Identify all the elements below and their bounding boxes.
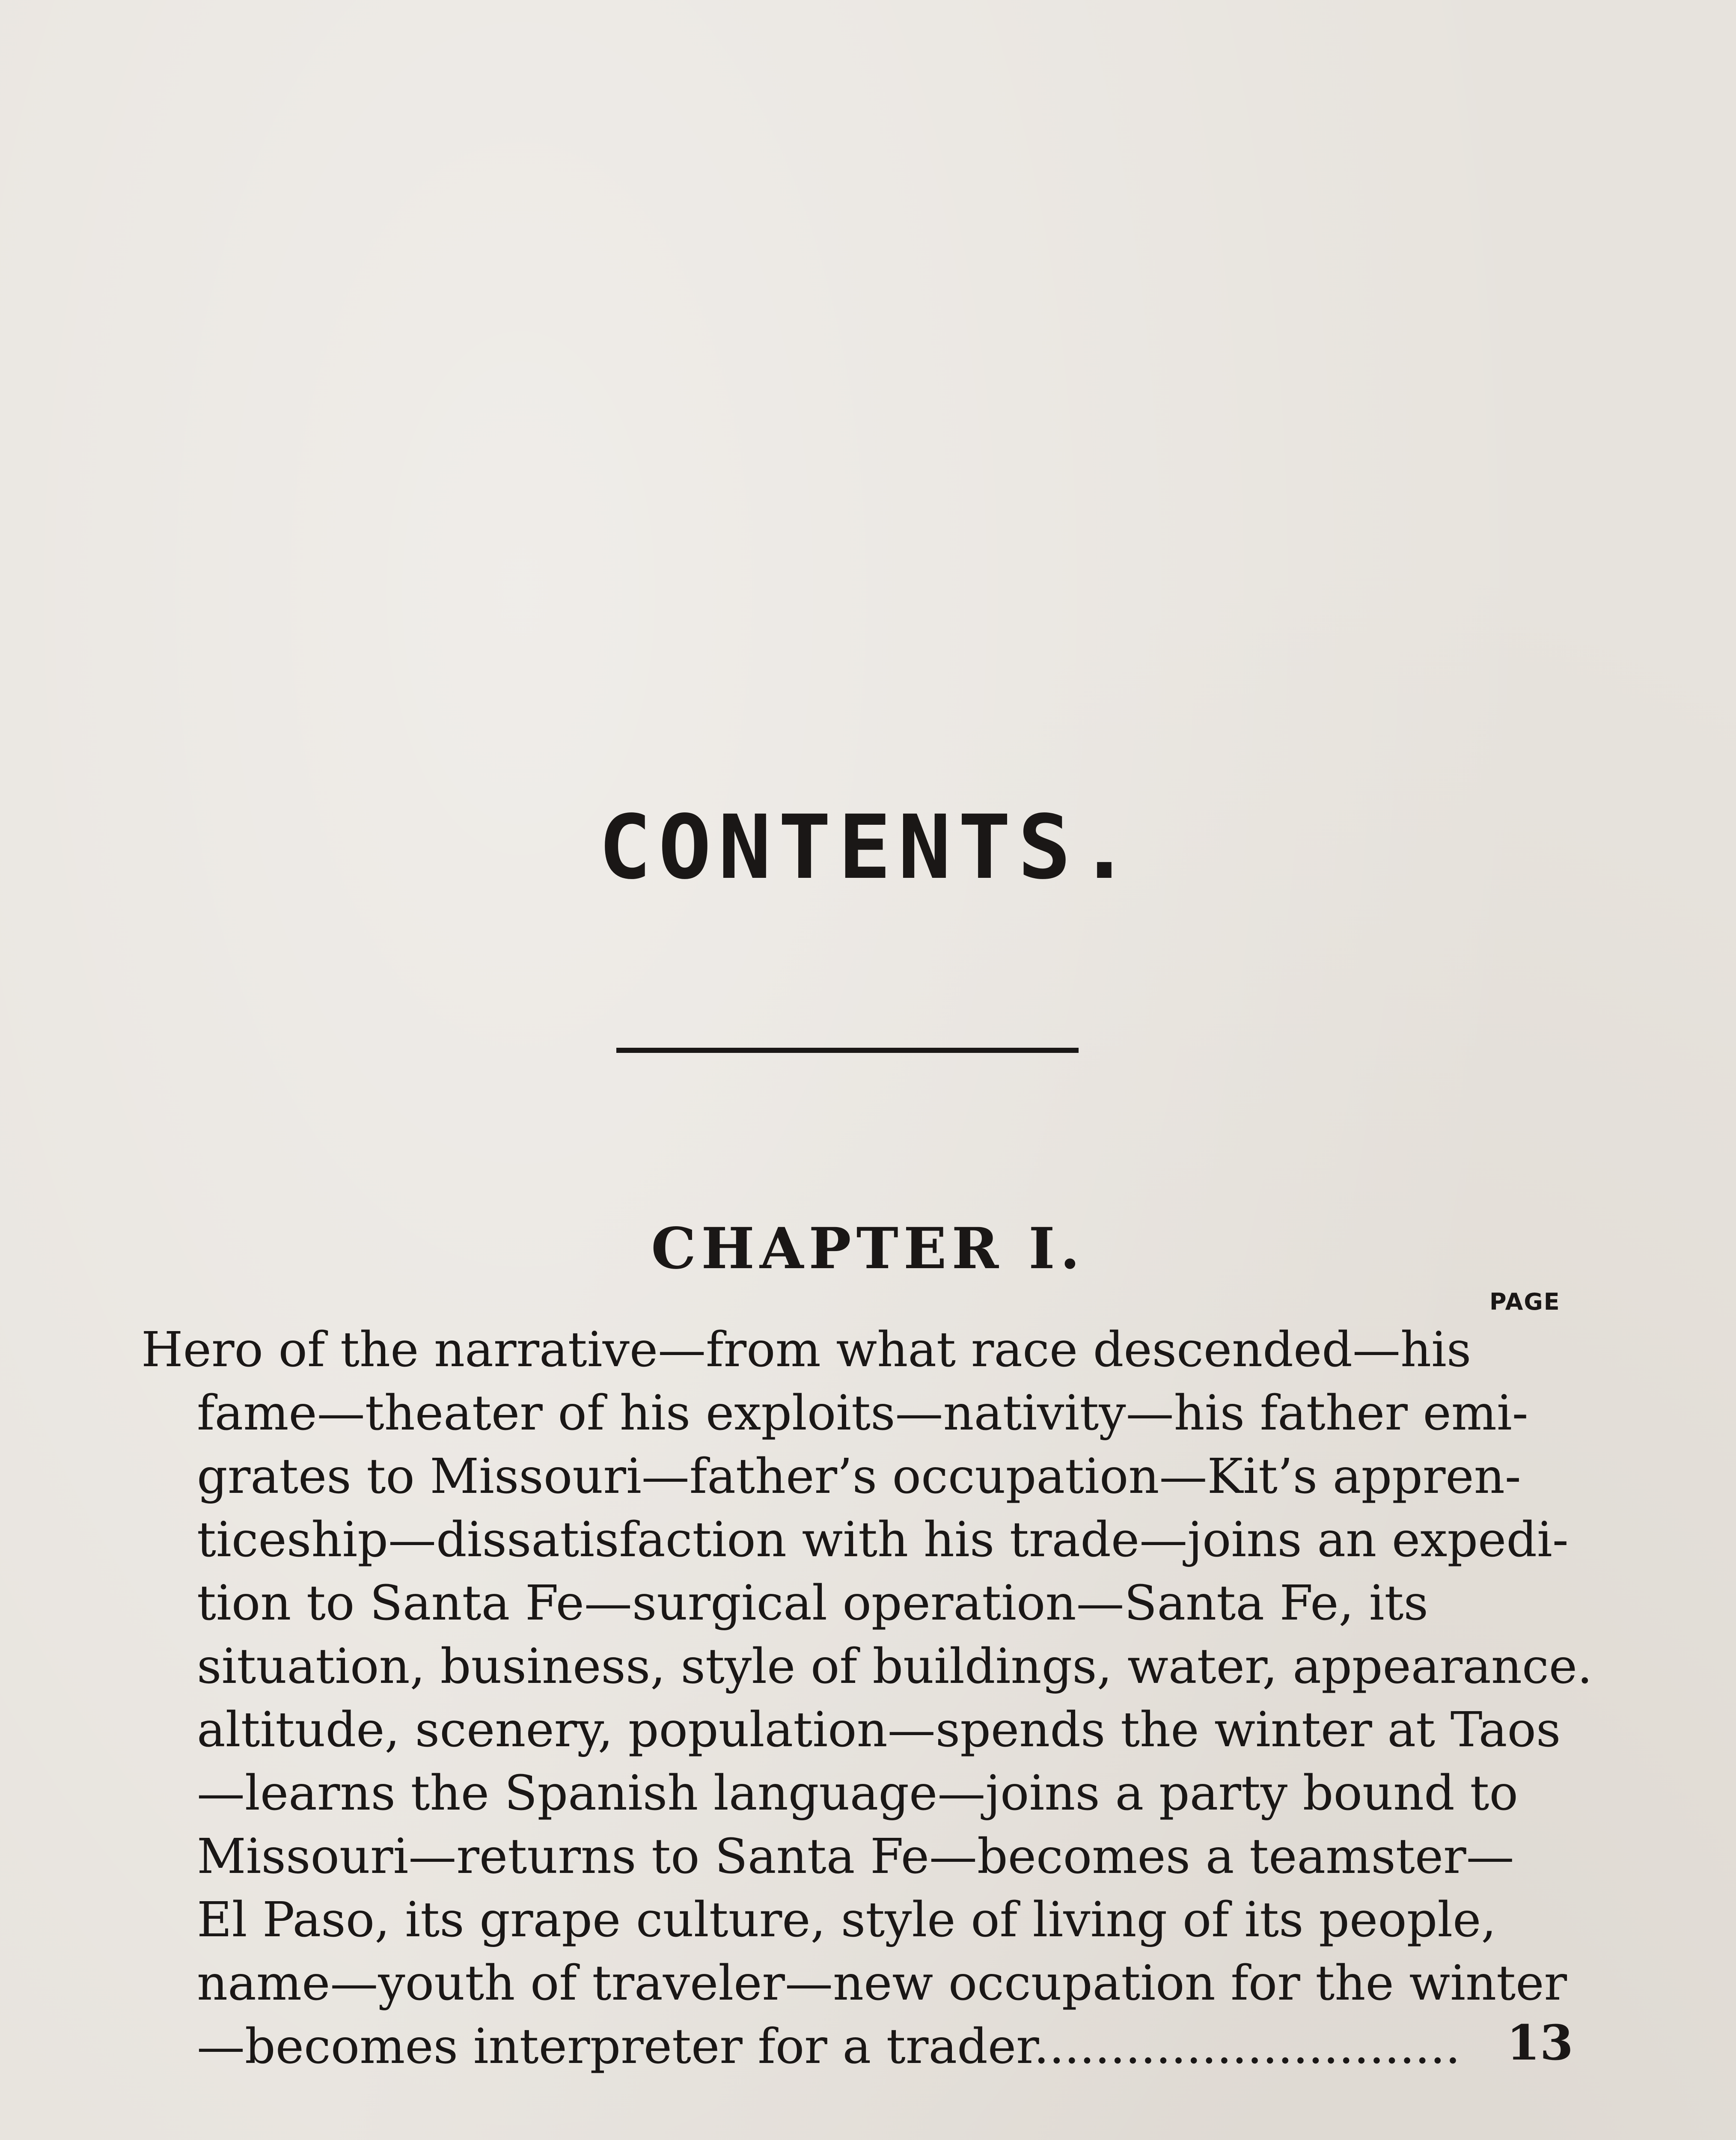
summary-line: ticeship—dissatisfaction with his trade—joins an expedi- <box>197 1512 1569 1568</box>
summary-line: Hero of the narrative—from what race descended—his <box>141 1322 1471 1378</box>
summary-line: situation, business, style of buildings, water, appearance. <box>197 1639 1593 1694</box>
summary-line: grates to Missouri—father’s occupation—Kit’s appren- <box>197 1449 1521 1504</box>
chapter-1-title: CHAPTER I. <box>651 1216 1085 1282</box>
page-column-label: PAGE <box>1489 1288 1561 1315</box>
summary-line: name—youth of traveler—new occupation for the winter <box>197 1956 1567 2011</box>
summary-line: fame—theater of his exploits—nativity—his father emi- <box>197 1385 1528 1441</box>
summary-line: El Paso, its grape culture, style of living of its people, <box>197 1892 1497 1948</box>
heading-rule <box>616 1048 1079 1053</box>
summary-line: —learns the Spanish language—joins a party bound to <box>197 1766 1518 1821</box>
summary-line: altitude, scenery, population—spends the winter at Taos <box>197 1702 1561 1758</box>
summary-line: —becomes interpreter for a trader............................ <box>197 2019 1461 2075</box>
contents-heading: CONTENTS. <box>598 796 1138 899</box>
chapter-1-page-number: 13 <box>1507 2015 1573 2071</box>
summary-line: Missouri—returns to Santa Fe—becomes a teamster— <box>197 1829 1514 1884</box>
summary-line: tion to Santa Fe—surgical operation—Santa Fe, its <box>197 1575 1428 1631</box>
